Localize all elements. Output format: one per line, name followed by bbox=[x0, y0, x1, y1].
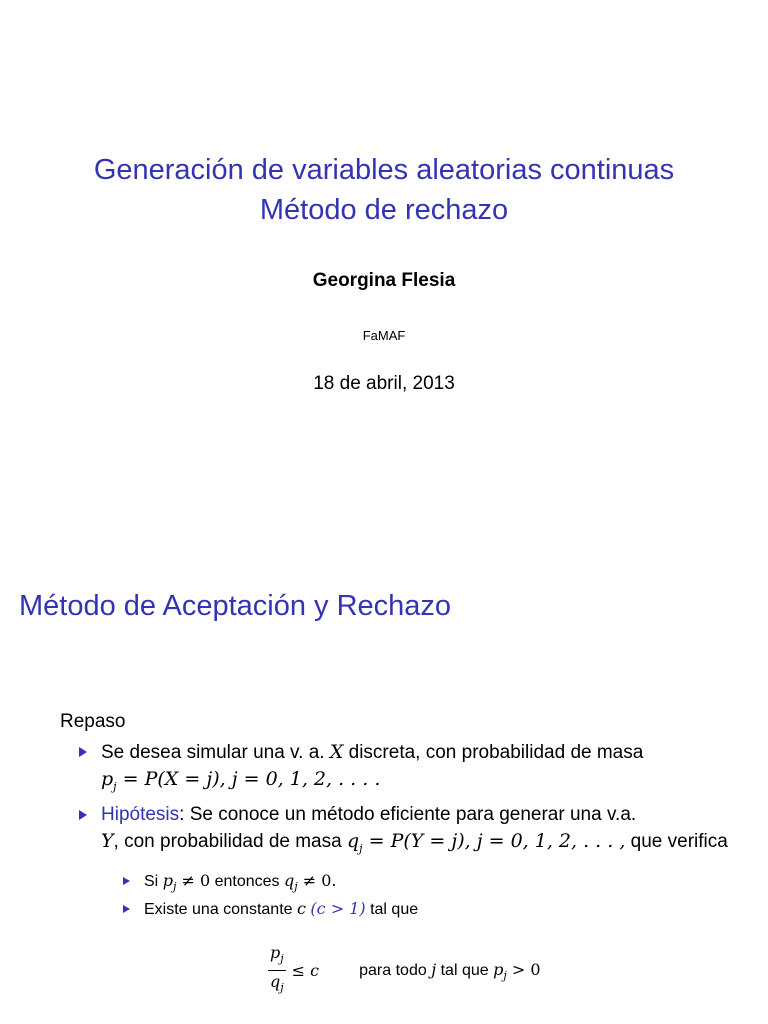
math-c: c bbox=[297, 898, 306, 918]
item-text: Si bbox=[144, 872, 159, 890]
display-formula bbox=[268, 942, 541, 999]
math-formula: = P(Y = j), j = 0, 1, 2, . . . , bbox=[362, 829, 626, 852]
math-sub: j bbox=[280, 981, 284, 995]
constant-condition: (c > 1) bbox=[310, 898, 366, 918]
item-text: : Se conoce un método eficiente para generar una v.a. bbox=[179, 803, 637, 825]
math-sub: j bbox=[172, 879, 177, 893]
math-formula: ≠ 0 bbox=[176, 870, 211, 890]
sub-list-item bbox=[60, 898, 740, 921]
item-text: discreta, con probabilidad de masa bbox=[348, 742, 644, 763]
list-item bbox=[60, 802, 740, 862]
hypothesis-label: Hipótesis bbox=[101, 803, 180, 825]
triangle-bullet-icon bbox=[79, 810, 87, 820]
math-q: q bbox=[346, 829, 360, 852]
math-q: q bbox=[270, 972, 281, 992]
math-sub: j bbox=[113, 779, 117, 793]
sub-list-item bbox=[60, 870, 740, 898]
condition-text: para todo bbox=[359, 961, 427, 979]
list-item bbox=[60, 739, 740, 800]
math-p: p bbox=[493, 959, 504, 979]
presentation-subtitle: Método de rechazo bbox=[259, 194, 509, 226]
presentation-date: 18 de abril, 2013 bbox=[313, 373, 455, 394]
item-text: , con probabilidad de masa bbox=[113, 830, 342, 852]
math-sub: j bbox=[280, 952, 284, 966]
math-p: p bbox=[101, 768, 114, 790]
fraction-numerator bbox=[268, 942, 286, 971]
math-j: j bbox=[431, 959, 437, 979]
item-text: tal que bbox=[370, 900, 419, 918]
math-p: p bbox=[162, 870, 173, 890]
frame-title: Método de Aceptación y Rechazo bbox=[19, 590, 452, 622]
math-sub: j bbox=[503, 968, 507, 982]
author-name: Georgina Flesia bbox=[312, 270, 456, 291]
math-q: q bbox=[283, 870, 295, 890]
math-sub: j bbox=[359, 841, 363, 855]
triangle-bullet-icon bbox=[123, 905, 130, 913]
condition-text: tal que bbox=[440, 961, 489, 979]
repaso-block bbox=[60, 709, 740, 921]
triangle-bullet-icon bbox=[79, 747, 87, 757]
item-text: Se desea simular una v. a. bbox=[101, 742, 325, 763]
block-title: Repaso bbox=[60, 711, 126, 732]
triangle-bullet-icon bbox=[123, 877, 130, 885]
variable-y: Y bbox=[101, 829, 114, 852]
relation: ≤ c bbox=[291, 961, 320, 981]
math-formula: ≠ 0. bbox=[297, 870, 337, 890]
math-p: p bbox=[270, 943, 281, 962]
item-text: Existe una constante bbox=[144, 900, 293, 918]
content-slide bbox=[0, 512, 768, 1024]
presentation-title: Generación de variables aleatorias continuas bbox=[93, 154, 675, 186]
variable-x: X bbox=[329, 741, 344, 763]
math-formula: > 0 bbox=[506, 959, 541, 979]
item-text: entonces bbox=[214, 872, 280, 890]
math-sub: j bbox=[294, 879, 298, 893]
formula-condition bbox=[359, 960, 540, 982]
fraction bbox=[268, 942, 286, 999]
fraction-denominator bbox=[268, 971, 286, 999]
math-formula: = P(X = j), j = 0, 1, 2, . . . . bbox=[116, 768, 381, 790]
institute: FaMAF bbox=[362, 328, 406, 343]
item-text: que verifica bbox=[630, 830, 728, 852]
